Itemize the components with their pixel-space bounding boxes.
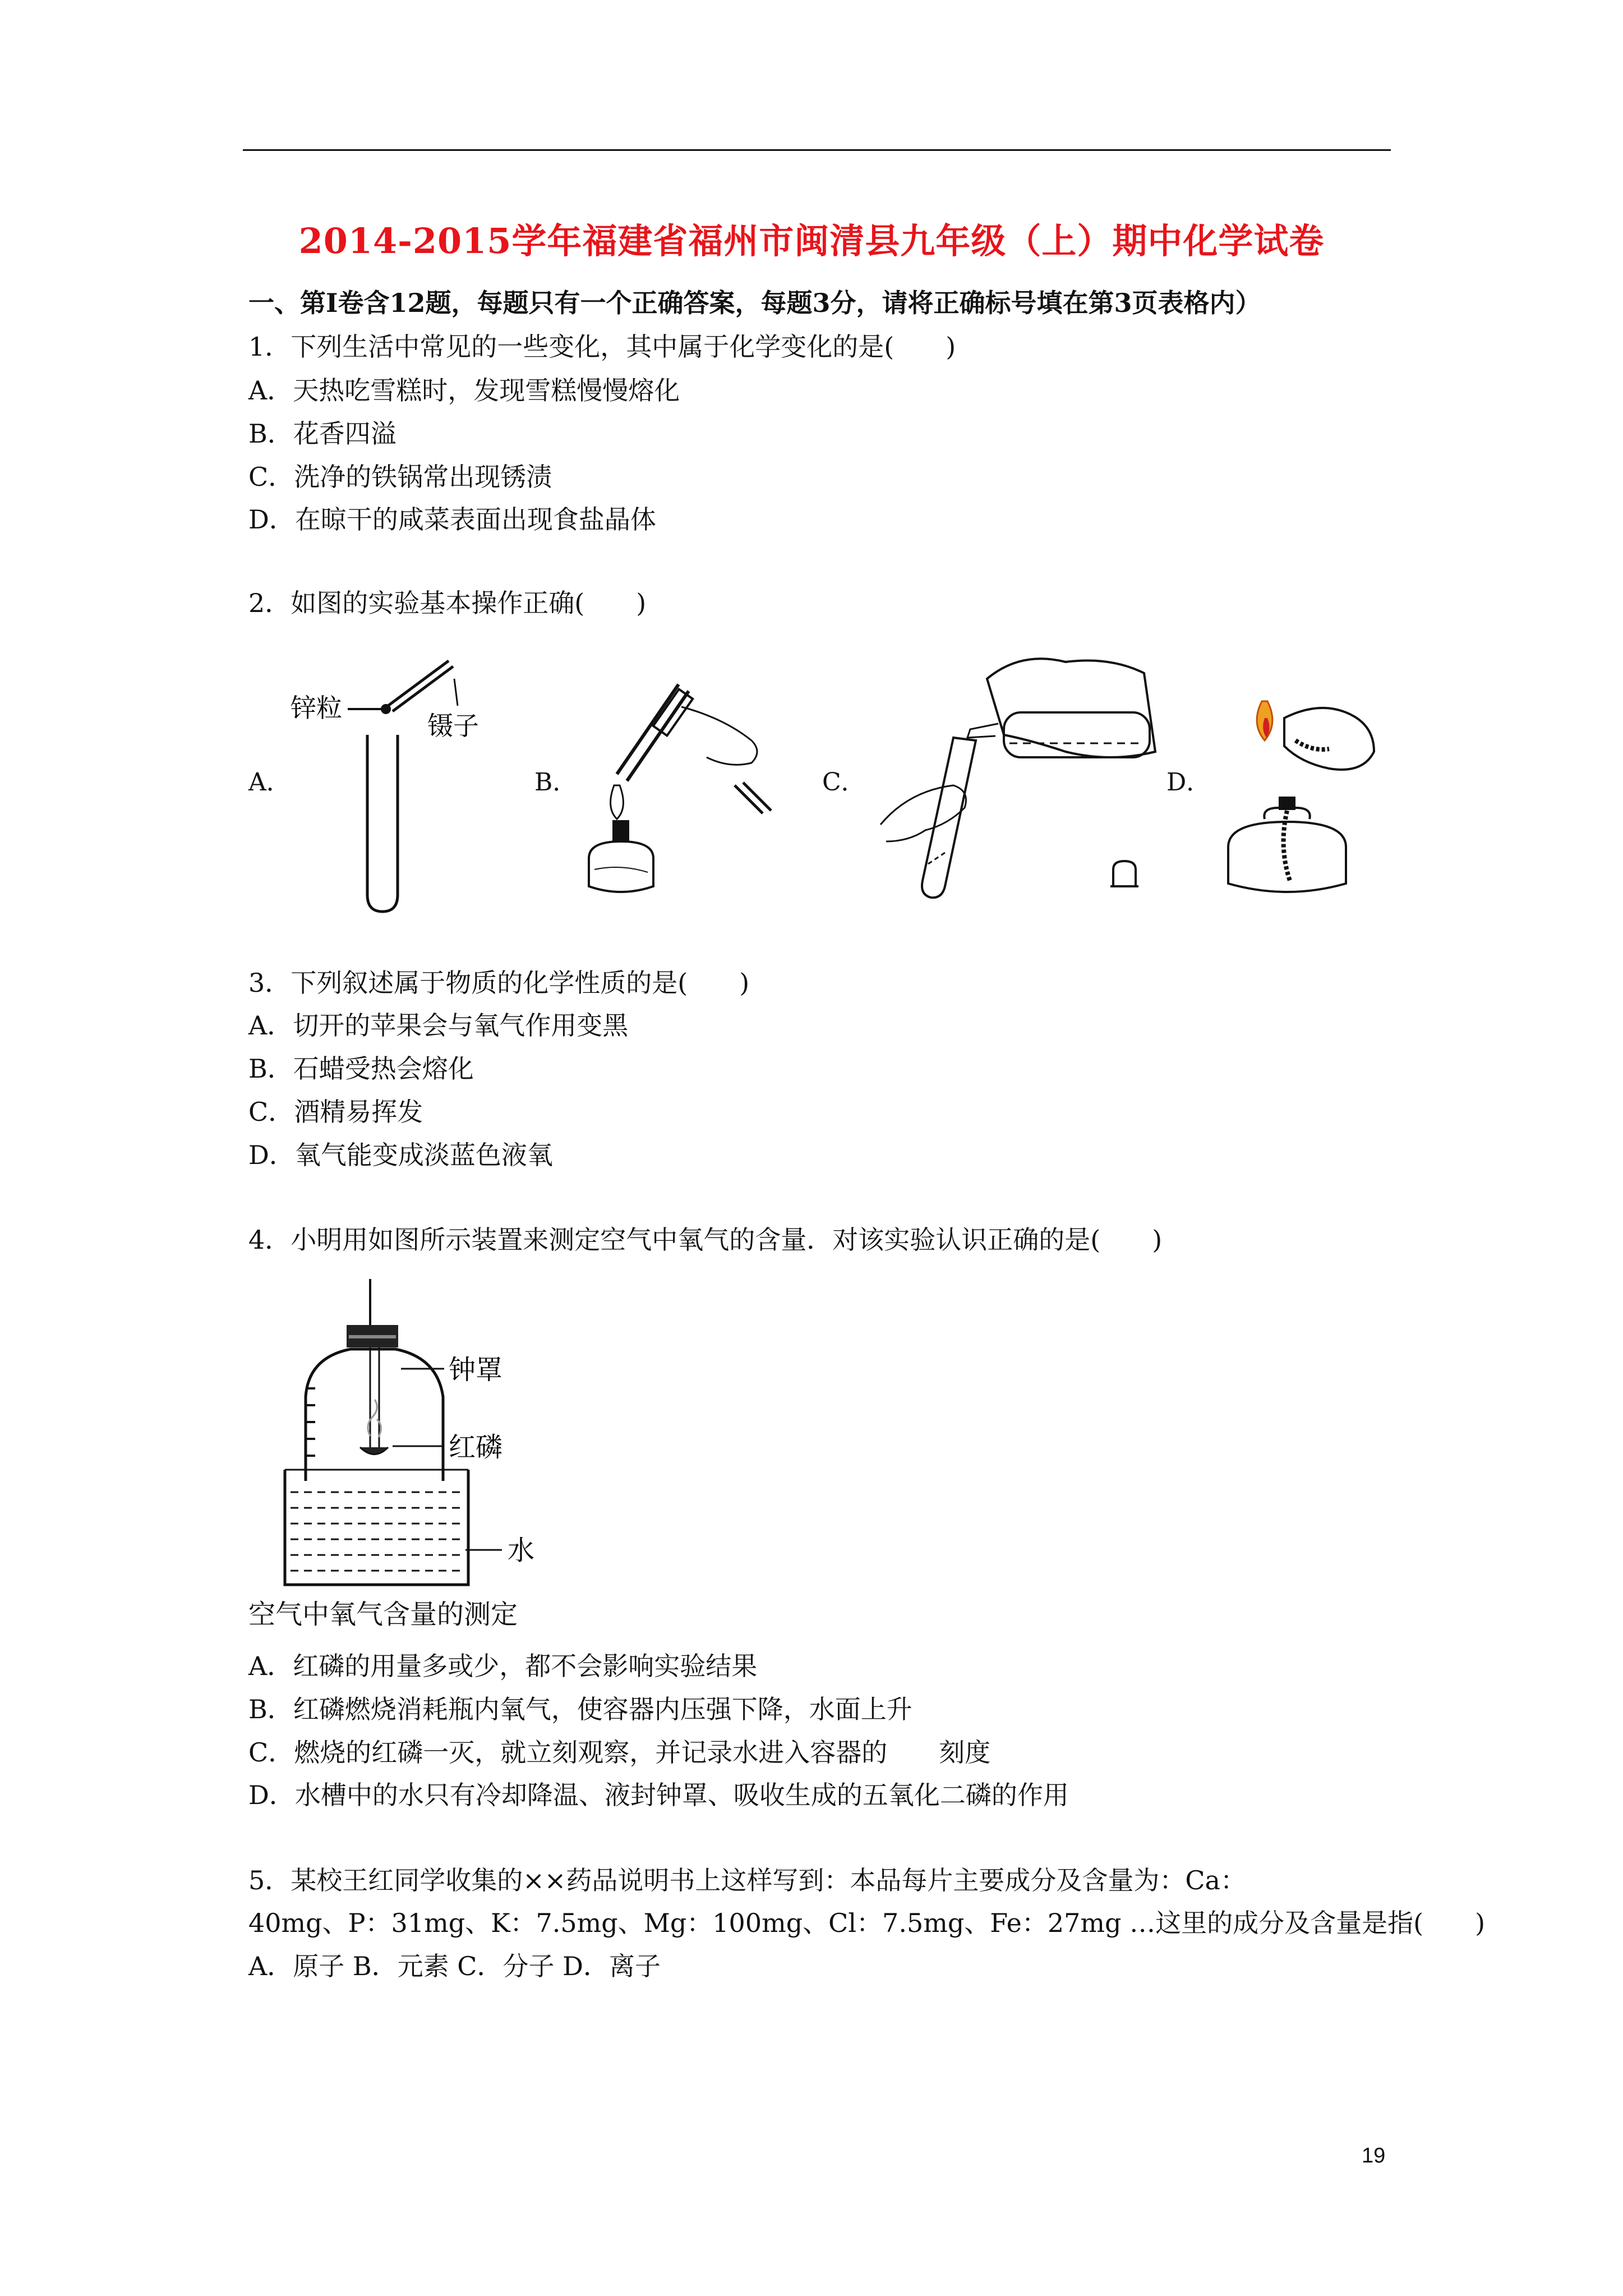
question-3-option-d: D．氧气能变成淡蓝色液氧 [248,1140,553,1170]
question-2-label-a: A． [248,768,291,797]
bell-jar-label: 钟罩 [449,1354,503,1386]
question-3-option-a: A．切开的苹果会与氧气作用变黑 [248,1010,629,1041]
bell-jar-apparatus-figure [280,1279,594,1593]
question-1-option-d: D．在晾干的咸菜表面出现食盐晶体 [248,504,656,535]
question-3-option-c: C．酒精易挥发 [248,1097,423,1127]
question-4-option-b: B．红磷燃烧消耗瓶内氧气，使容器内压强下降，水面上升 [248,1694,912,1724]
page-title: 2014-2015学年福建省福州市闽清县九年级（上）期中化学试卷 [298,220,1325,261]
question-4-option-a: A．红磷的用量多或少，都不会影响实验结果 [248,1651,758,1681]
alcohol-lamp-lighting-figure [1206,679,1402,914]
water-label: 水 [508,1535,535,1566]
question-4-option-c: C．燃烧的红磷一灭，就立刻观察，并记录水进入容器的 刻度 [248,1737,991,1768]
red-phosphorus-label: 红磷 [449,1432,503,1463]
pouring-liquid-figure [875,639,1189,920]
question-3-option-b: B．石蜡受热会熔化 [248,1053,474,1084]
question-2-label-d: D． [1166,768,1211,797]
figure-caption: 空气中氧气含量的测定 [248,1599,518,1630]
heating-test-tube-figure [566,673,791,909]
question-1-option-b: B．花香四溢 [248,418,396,449]
section-heading: 一、第Ⅰ卷含12题，每题只有一个正确答案，每题3分，请将正确标号填在第3页表格内） [248,288,1261,318]
header-rule [243,149,1391,151]
tweezers-label: 镊子 [427,711,479,741]
question-5-options: A．原子 B．元素 C．分子 D．离子 [248,1951,661,1981]
question-5-stem-line2: 40mg、P：31mg、K：7.5mg、Mg：100mg、Cl：7.5mg、Fe：27mg …这里的成分及含量是指( ) [248,1908,1486,1938]
question-5-stem-line1: 5．某校王红同学收集的××药品说明书上这样写到：本品每片主要成分及含量为：Ca： [248,1865,1246,1895]
page-number: 19 [1362,2144,1386,2168]
question-2-stem: 2．如图的实验基本操作正确( ) [248,588,647,618]
question-4-stem: 4．小明用如图所示装置来测定空气中氧气的含量．对该实验认识正确的是( ) [248,1225,1163,1255]
question-2-label-c: C． [822,768,866,797]
test-tube-zinc-figure [286,639,499,920]
question-4-option-d: D．水槽中的水只有冷却降温、液封钟罩、吸收生成的五氧化二磷的作用 [248,1780,1069,1810]
question-2-label-b: B． [534,768,578,797]
question-1-option-a: A．天热吃雪糕时，发现雪糕慢慢熔化 [248,375,680,406]
question-3-stem: 3．下列叙述属于物质的化学性质的是( ) [248,968,750,998]
question-1-option-c: C．洗净的铁锅常出现锈渍 [248,462,552,492]
question-1-stem: 1．下列生活中常见的一些变化，其中属于化学变化的是( ) [248,332,956,362]
zinc-granule-label: 锌粒 [291,693,342,723]
